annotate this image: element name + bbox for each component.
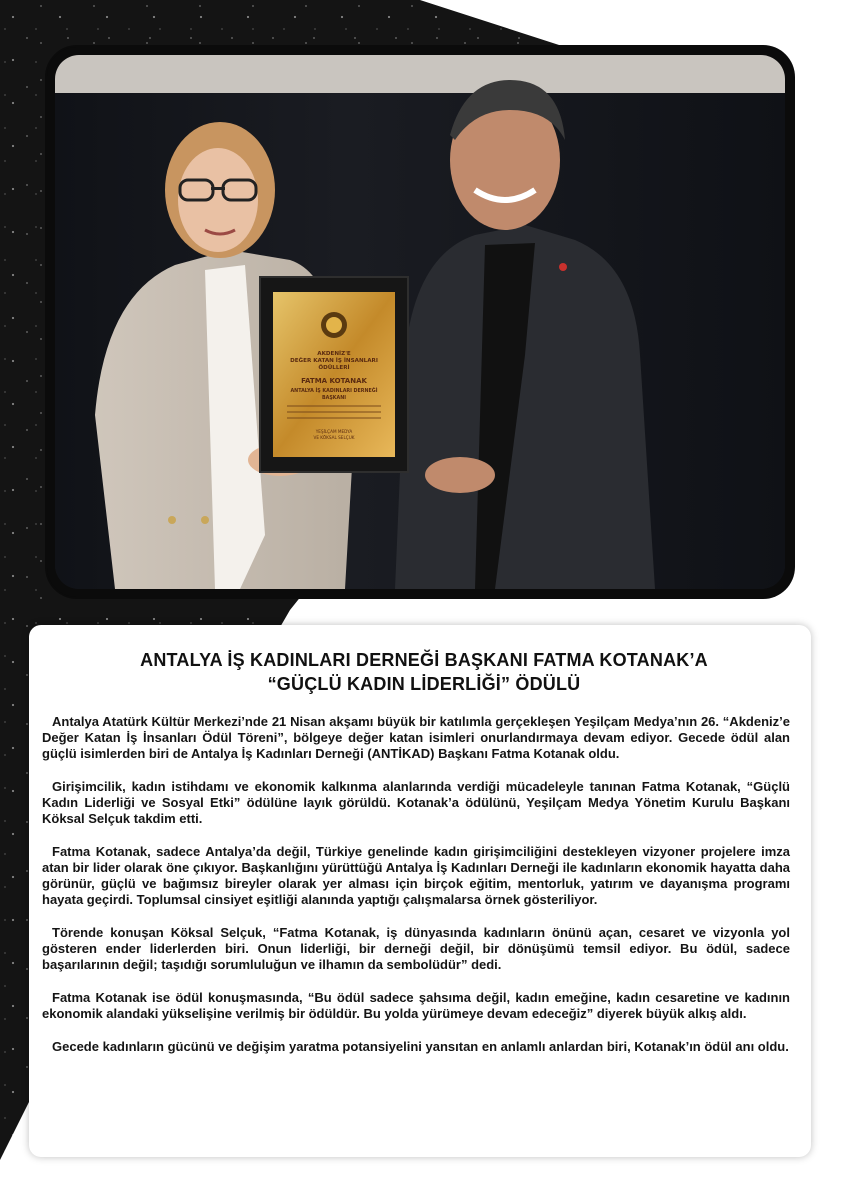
award-photo xyxy=(55,55,785,589)
plaque-title1: ANTALYA İŞ KADINLARI DERNEĞİ xyxy=(290,389,378,394)
plaque-name: FATMA KOTANAK xyxy=(301,377,367,385)
article-headline xyxy=(50,648,798,696)
paragraph-6: Gecede kadınların gücünü ve değişim yaratma potansiyelini yansıtan en anlamlı anlardan biri, Kotanak’ın ödül anı oldu. xyxy=(52,1039,789,1054)
paragraph-3: Fatma Kotanak, sadece Antalya’da değil, Türkiye genelinde kadın girişimciliğini destekleyen vizyoner projelere imza atan bir lider olarak öne çıkıyor. Başkanlığını yürüttüğü Antalya İş Kadınları Derneği ile kadınların ekonomik hayatta daha görünür, güçlü ve bağımsız bireyler olarak yer alması için birçok eğitim, mentorluk, yatırım ve dayanışma programı hayata geçirdi. Toplumsal cinsiyet eşitliği alanında yaptığı çalışmalarsa örnek gösteriliyor. xyxy=(42,844,790,907)
photo-illustration xyxy=(55,55,785,589)
award-photo-frame xyxy=(47,47,793,597)
plaque-line3: ÖDÜLLERİ xyxy=(318,365,350,371)
plaque-footer2: VE KÖKSAL SELÇUK xyxy=(313,435,355,440)
plaque-line1: AKDENİZ'E xyxy=(317,351,351,357)
paragraph-4: Törende konuşan Köksal Selçuk, “Fatma Kotanak, iş dünyasında kadınların önünü açan, cesaret ve vizyonla yol gösteren ender liderlerden biri. Onun liderliği, bir derneği değil, bir dönüşümü temsil ediyor. Bu ödül, sadece başarılarının değil; taşıdığı sorumluluğun ve ilhamın da sembolüdür” dedi. xyxy=(42,925,790,972)
plaque-title2: BAŞKANI xyxy=(321,396,347,401)
paragraph-2: Girişimcilik, kadın istihdamı ve ekonomik kalkınma alanlarında verdiği mücadeleyle tanınan Fatma Kotanak, “Güçlü Kadın Liderliği ve Sosyal Etki” ödülüne layık görüldü. Kotanak’a ödülünü, Yeşilçam Medya Yönetim Kurulu Başkanı Köksal Selçuk takdim etti. xyxy=(42,779,790,826)
award-plaque xyxy=(260,277,408,472)
paragraph-5: Fatma Kotanak ise ödül konuşmasında, “Bu ödül sadece şahsıma değil, kadın emeğine, kadın cesaretine ve kadının ekonomik alandaki yükselişine verilmiş bir ödüldür. Bu yolda yürümeye devam edeceğiz” diyerek büyük alkış aldı. xyxy=(42,990,790,1021)
plaque-footer1: YEŞİLÇAM MEDYA xyxy=(315,429,353,434)
headline-line-2: “GÜÇLÜ KADIN LİDERLİĞİ” ÖDÜLÜ xyxy=(267,674,581,694)
man-figure xyxy=(395,80,655,589)
plaque-line2: DEĞER KATAN İŞ İNSANLARI xyxy=(290,358,378,364)
article-body xyxy=(42,714,790,1072)
paragraph-1: Antalya Atatürk Kültür Merkezi’nde 21 Nisan akşamı büyük bir katılımla gerçekleşen Yeşilçam Medya’nın 26. “Akdeniz’e Değer Katan İş İnsanları Ödül Töreni”, bölgeye değer katan isimleri onurlandırmaya devam ediyor. Gecede ödül alan güçlü isimlerden biri de Antalya İş Kadınları Derneği (ANTİKAD) Başkanı Fatma Kotanak oldu. xyxy=(42,714,790,761)
headline-line-1: ANTALYA İŞ KADINLARI DERNEĞİ BAŞKANI FATMA KOTANAK’A xyxy=(140,650,708,670)
